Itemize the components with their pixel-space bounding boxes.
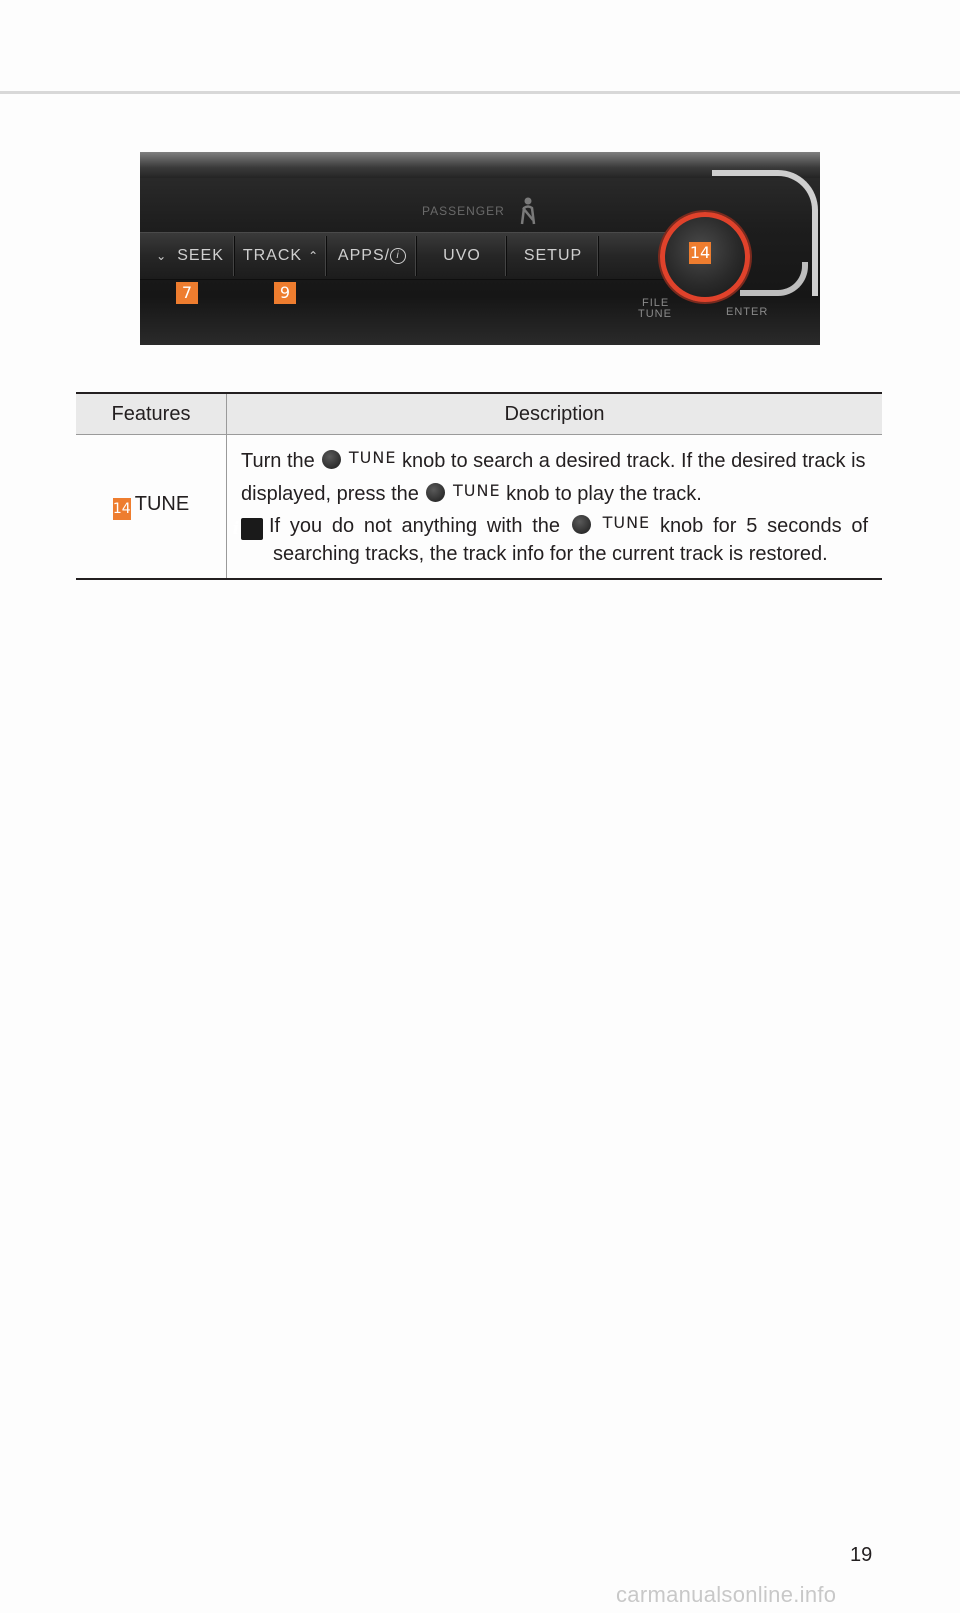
feature-number-badge: 14 [113, 498, 131, 520]
header-features: Features [76, 393, 227, 435]
description-cell [227, 435, 883, 580]
chevron-down-icon: ⌄ [156, 249, 168, 263]
uvo-button [418, 236, 507, 276]
info-icon: i [241, 518, 263, 540]
apps-info-button [328, 236, 417, 276]
top-rule [0, 91, 960, 94]
seek-button [146, 236, 235, 276]
callout-14: 14 [689, 243, 711, 262]
passenger-label: PASSENGER [422, 204, 505, 218]
knob-icon [426, 483, 445, 502]
watermark: carmanualsonline.info [616, 1582, 837, 1607]
feature-label: TUNE [134, 493, 190, 515]
seatbelt-icon [516, 196, 540, 226]
setup-button [508, 236, 599, 276]
track-button [236, 236, 327, 276]
chevron-up-icon: ⌃ [308, 249, 320, 263]
feature-cell [76, 435, 227, 580]
callout-7: 7 [176, 282, 198, 304]
note-part-2: knob for 5 seconds of searching tracks, the track info for the current track is restored. [273, 515, 869, 565]
note-part-1: If you do not anything with the [269, 515, 561, 537]
feature-table [76, 392, 882, 580]
table-row [76, 435, 882, 580]
apps-label: APPS/ [337, 247, 391, 264]
description-text [241, 443, 868, 509]
tune-label: TUNE [638, 308, 672, 320]
knob-icon [572, 515, 591, 534]
file-label: FILE [642, 297, 670, 309]
tune-inline-label: TUNE [453, 481, 501, 500]
setup-label: SETUP [523, 247, 583, 264]
table-header-row [76, 393, 882, 435]
info-note [232, 509, 869, 568]
tune-inline-label: TUNE [348, 448, 397, 467]
uvo-label: UVO [443, 247, 481, 264]
tune-inline-label: TUNE [602, 513, 651, 532]
callout-9: 9 [274, 282, 296, 304]
desc-part-1: Turn the [241, 450, 315, 472]
enter-label: ENTER [726, 306, 769, 318]
track-label: TRACK [242, 247, 303, 264]
head-unit-panel-photo [140, 152, 820, 345]
info-circle-icon: i [390, 248, 406, 264]
knob-icon [322, 450, 341, 469]
page-number: 19 [850, 1544, 873, 1566]
seek-label: SEEK [177, 247, 224, 264]
desc-part-3: knob to play the track. [506, 483, 702, 505]
header-description: Description [227, 393, 883, 435]
desc-part-2: knob to search a desired track. If the desired track is displayed, press the [241, 450, 866, 505]
